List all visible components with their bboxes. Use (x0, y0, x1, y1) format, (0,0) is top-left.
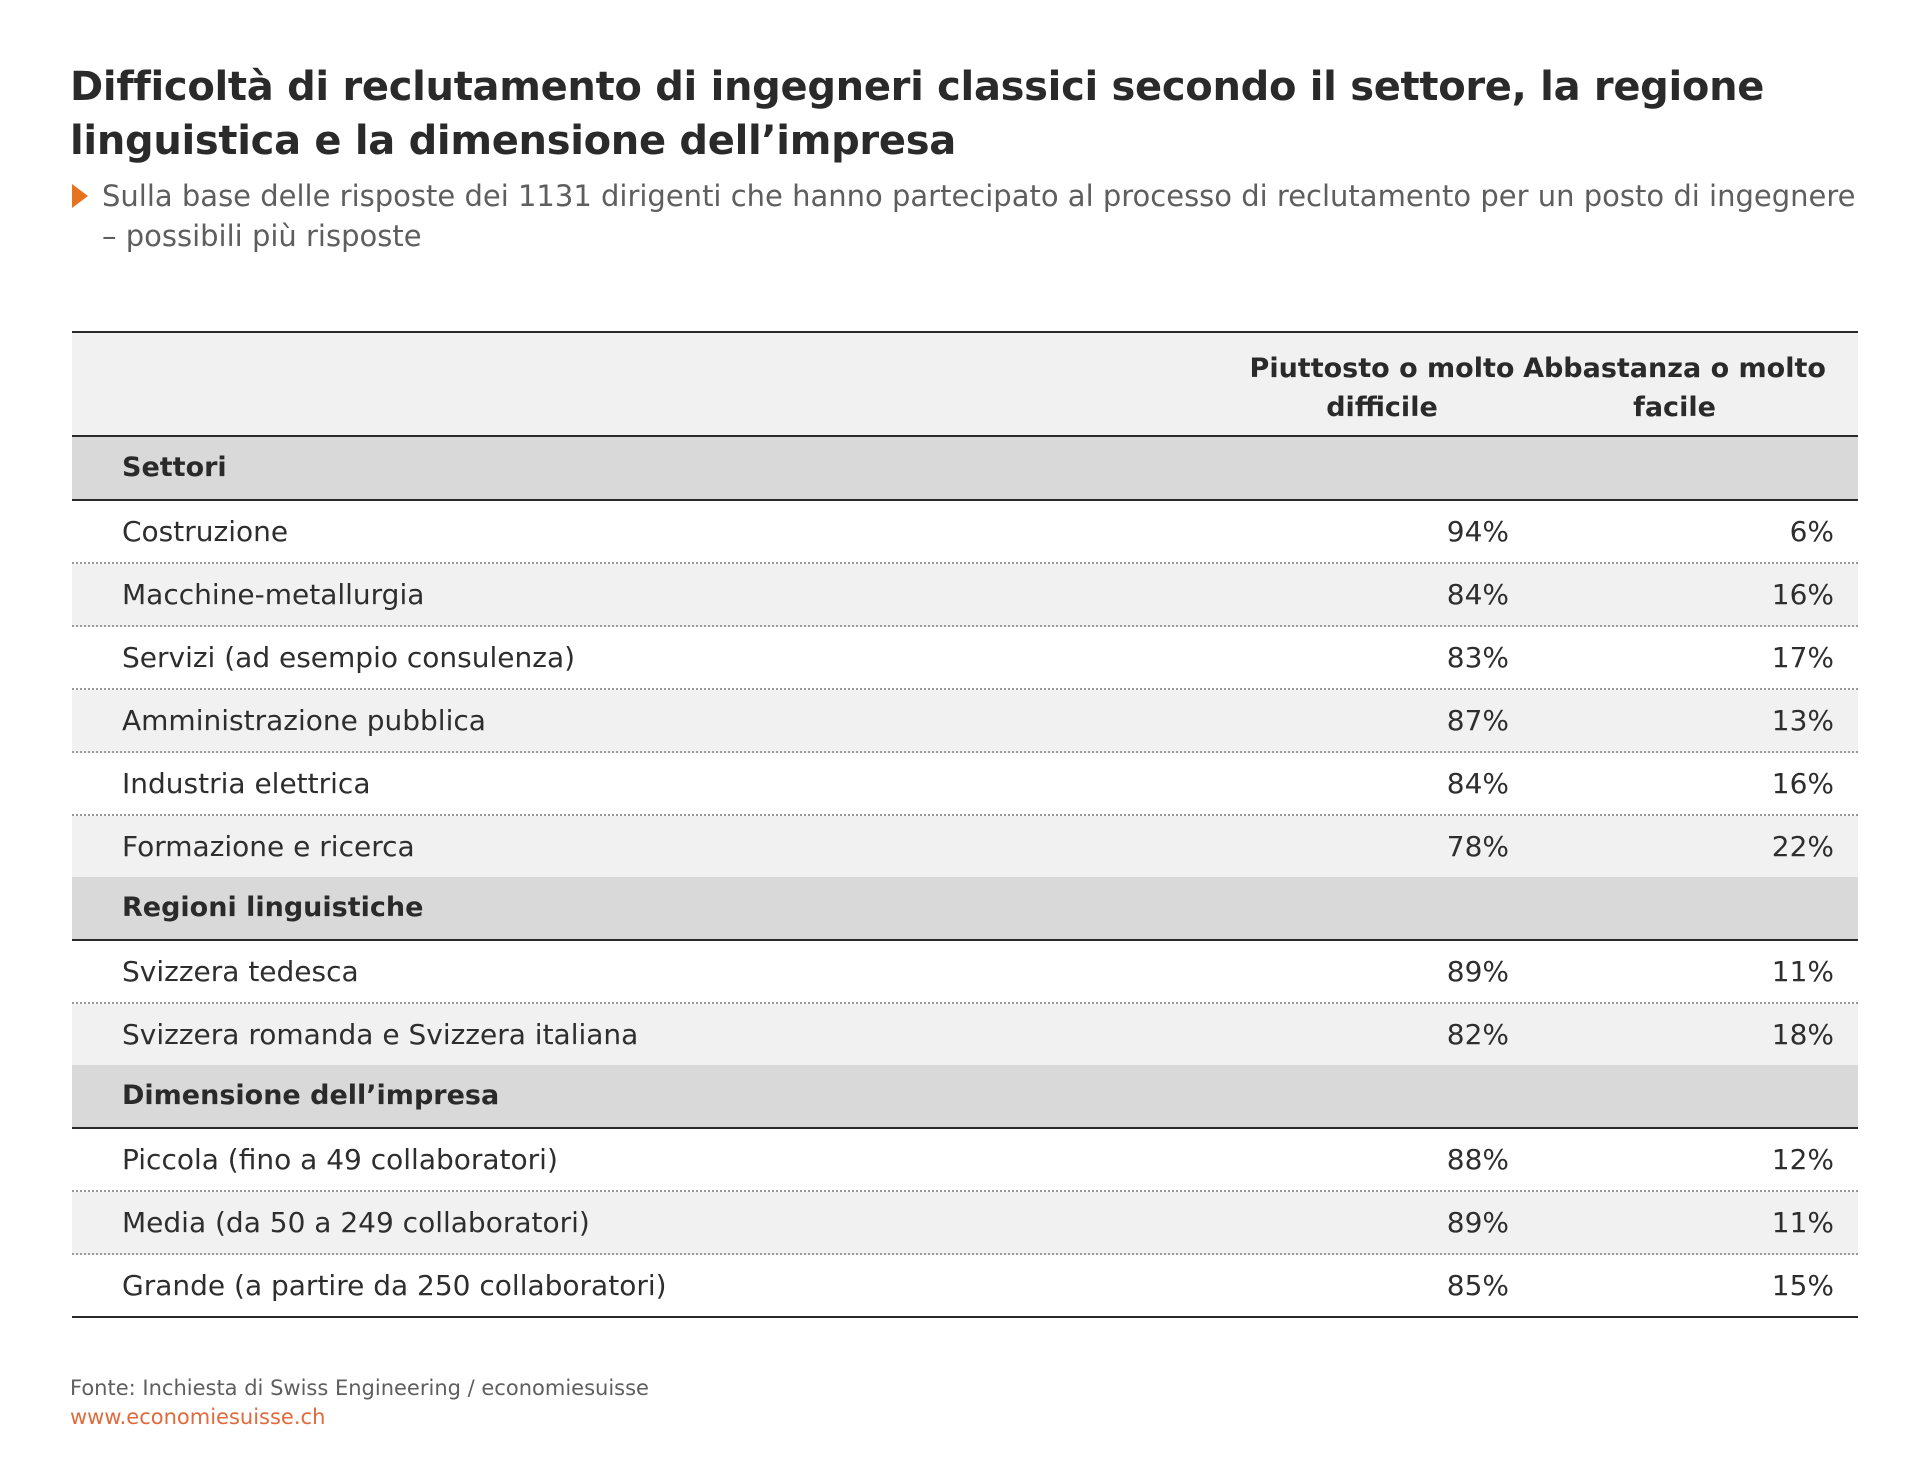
value-easy: 13% (1771, 704, 1834, 737)
table-header (72, 333, 1858, 437)
value-easy: 17% (1771, 641, 1834, 674)
row-label: Media (da 50 a 249 collaboratori) (122, 1206, 590, 1239)
chart-subtitle: Sulla base delle risposte dei 1131 dirigenti che hanno partecipato al processo di reclutamento per un posto di ingegnere – possibili più risposte (102, 179, 1856, 253)
value-easy: 11% (1771, 1206, 1834, 1239)
source-url[interactable]: www.economiesuisse.ch (70, 1405, 326, 1429)
chart-title: Difficoltà di reclutamento di ingegneri classici secondo il settore, la regione linguistica e la dimensione dell’impresa (70, 64, 1765, 164)
column-header-easy: Abbastanza o molto facile (1523, 353, 1826, 423)
value-easy: 11% (1771, 955, 1834, 988)
row-label: Svizzera romanda e Svizzera italiana (122, 1018, 639, 1051)
value-easy: 12% (1771, 1143, 1834, 1176)
row-label: Costruzione (122, 515, 289, 548)
value-difficult: 94% (1446, 515, 1509, 548)
table-body (72, 437, 1858, 1316)
table-row (72, 690, 1858, 753)
row-label: Piccola (fino a 49 collaboratori) (122, 1143, 558, 1176)
value-difficult: 83% (1446, 641, 1509, 674)
value-difficult: 88% (1446, 1143, 1509, 1176)
value-difficult: 82% (1446, 1018, 1509, 1051)
data-table (72, 331, 1858, 1318)
row-label: Svizzera tedesca (122, 955, 359, 988)
table-row (72, 627, 1858, 690)
value-difficult: 78% (1446, 830, 1509, 863)
value-easy: 6% (1789, 515, 1834, 548)
value-easy: 15% (1771, 1269, 1834, 1302)
value-difficult: 84% (1446, 767, 1509, 800)
row-label: Macchine-metallurgia (122, 578, 425, 611)
bullet-arrow-icon (72, 184, 88, 208)
value-difficult: 89% (1446, 955, 1509, 988)
value-difficult: 87% (1446, 704, 1509, 737)
section-label: Regioni linguistiche (122, 892, 424, 923)
section-row (72, 1065, 1858, 1129)
table-row (72, 816, 1858, 877)
row-label: Amministrazione pubblica (122, 704, 486, 737)
row-label: Formazione e ricerca (122, 830, 415, 863)
table-row (72, 1255, 1858, 1316)
source-note: Fonte: Inchiesta di Swiss Engineering / economiesuisse (70, 1376, 649, 1400)
value-easy: 22% (1771, 830, 1834, 863)
value-difficult: 85% (1446, 1269, 1509, 1302)
row-label: Industria elettrica (122, 767, 371, 800)
value-easy: 16% (1771, 578, 1834, 611)
section-label: Settori (122, 452, 227, 483)
section-row (72, 437, 1858, 501)
value-easy: 18% (1771, 1018, 1834, 1051)
value-difficult: 84% (1446, 578, 1509, 611)
section-label: Dimensione dell’impresa (122, 1080, 500, 1111)
table-row (72, 1192, 1858, 1255)
column-header-difficult: Piuttosto o molto difficile (1249, 353, 1515, 423)
table-row (72, 501, 1858, 564)
row-label: Grande (a partire da 250 collaboratori) (122, 1269, 667, 1302)
table-row (72, 941, 1858, 1004)
table-row (72, 1004, 1858, 1065)
value-difficult: 89% (1446, 1206, 1509, 1239)
table-row (72, 564, 1858, 627)
row-label: Servizi (ad esempio consulenza) (122, 641, 576, 674)
section-row (72, 877, 1858, 941)
table-row (72, 1129, 1858, 1192)
value-easy: 16% (1771, 767, 1834, 800)
table-row (72, 753, 1858, 816)
